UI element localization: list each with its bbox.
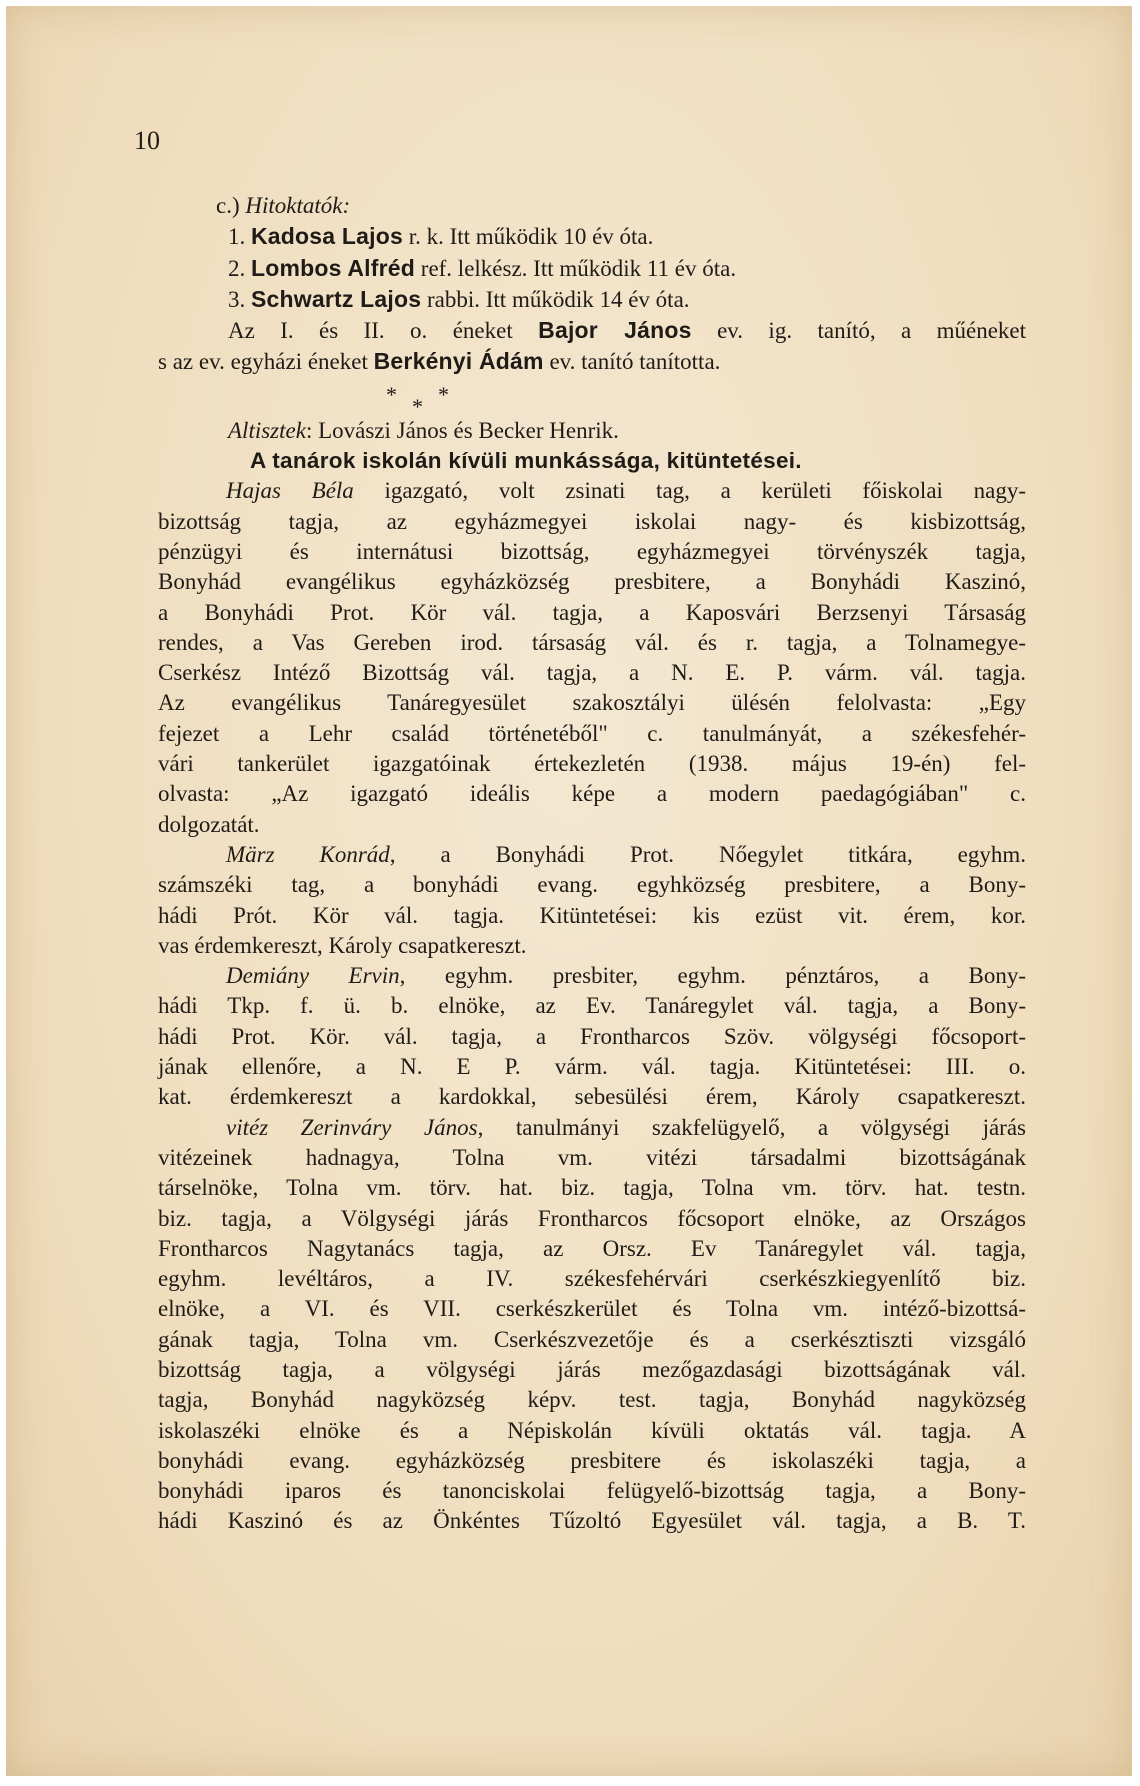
teacher-item: 3. Schwartz Lajos rabbi. Itt működik 14 év óta. bbox=[228, 285, 690, 312]
page-number: 10 bbox=[134, 126, 160, 155]
paragraph-demiany: Demiány Ervin, egyhm. presbiter, egyhm. pénztáros, a Bony- hádi Tkp. f. ü. b. elnöke, az Ev. Tanáregylet vál. tagja, a Bony- hádi Prot. Kör. vál. tagja, a Frontharcos Szöv. völgységi főcsoport- jának ellenőre, a N. E P. várm. vál. tagja. Kitüntetései: III. o. kat. érdemkereszt a kardokkal, sebesülési érem, Károly csapatkereszt. bbox=[158, 963, 1026, 1110]
teacher-item: 1. Kadosa Lajos r. k. Itt működik 10 év óta. bbox=[228, 223, 654, 250]
altisztek-line: Altisztek: Lovászi János és Becker Henrik. bbox=[228, 417, 619, 443]
section-c-title bbox=[148, 191, 1026, 221]
person-name: März Konrád bbox=[226, 841, 390, 867]
section-separator-stars bbox=[158, 378, 1026, 419]
section-c-prefix: c.) bbox=[216, 193, 240, 218]
star-right: * bbox=[438, 381, 449, 407]
singing-line-2: s az ev. egyházi éneket Berkényi Ádám ev. tanító tanította. bbox=[158, 348, 721, 375]
star-bottom: * bbox=[412, 393, 423, 419]
paragraph-marz: März Konrád, a Bonyhádi Prot. Nőegylet titkára, egyhm. számszéki tag, a bonyhádi evang. egyhközség presbitere, a Bony- hádi Prót. Kör vál. tagja. Kitüntetései: kis ezüst vit. érem, kor. vas érdemkereszt, Károly csapatkereszt. bbox=[158, 841, 1026, 958]
star-left: * bbox=[386, 381, 397, 407]
scanned-page bbox=[6, 6, 1132, 1776]
page-text bbox=[158, 191, 1026, 1537]
section-heading: A tanárok iskolán kívüli munkássága, kitüntetései. bbox=[250, 448, 802, 474]
teacher-name: Schwartz Lajos bbox=[251, 285, 422, 312]
singing-line-1: Az I. és II. o. éneket Bajor János ev. ig. tanító, a műéneket bbox=[228, 317, 1027, 344]
person-name: Demiány Ervin bbox=[226, 963, 400, 989]
person-name: vitéz Zerinváry János bbox=[226, 1114, 478, 1140]
section-c-label: Hitoktatók: bbox=[245, 193, 351, 218]
person-name: Hajas Béla bbox=[226, 478, 354, 504]
teacher-item: 2. Lombos Alfréd ref. lelkész. Itt működik 11 év óta. bbox=[228, 254, 737, 281]
teacher-name: Kadosa Lajos bbox=[251, 223, 403, 250]
teacher-name: Lombos Alfréd bbox=[251, 254, 416, 281]
paragraph-hajas: Hajas Béla igazgató, volt zsinati tag, a kerületi főiskolai nagy- bizottság tagja, az egyházmegyei iskolai nagy- és kisbizottság, pénzügyi és internátusi bizottság, egyházmegyei törvényszék tagja, Bonyhád evangélikus egyházközség presbitere, a Bonyhádi Kaszinó, a Bonyhádi Prot. Kör vál. tagja, a Kaposvári Berzsenyi Társaság rendes, a Vas Gereben irod. társaság vál. és r. tagja, a Tolnamegye- Cserkész Intéző Bizottság vál. tagja, a N. E. P. várm. vál. tagja. Az evangélikus Tanáregyesület szakosztályi ülésén felolvasta: „Egy fejezet a Lehr család történetéből" c. tanulmányát, a székesfehér- vári tankerület igazgatóinak értekezletén (1938. május 19-én) fel- olvasta: „Az igazgató ideális képe a modern paedagógiában" c. dolgozatát. bbox=[158, 478, 1026, 837]
paragraph-zerinvary: vitéz Zerinváry János, tanulmányi szakfelügyelő, a völgységi járás vitézeinek hadnagya, Tolna vm. vitézi társadalmi bizottságának társelnöke, Tolna vm. törv. hat. biz. tagja, Tolna vm. törv. hat. testn. biz. tagja, a Völgységi járás Frontharcos főcsoport elnöke, az Országos Frontharcos Nagytanács tagja, az Orsz. Ev Tanáregylet vál. tagja, egyhm. levéltáros, a IV. székesfehérvári cserkészkiegyenlítő biz. elnöke, a VI. és VII. cserkészkerület és Tolna vm. intéző-bizottsá- gának tagja, Tolna vm. Cserkészvezetője és a cserkésztiszti vizsgáló bizottság tagja, a völgységi járás mezőgazdasági bizottságának vál. tagja, Bonyhád nagyközség képv. test. tagja, Bonyhád nagyközség iskolaszéki elnöke és a Népiskolán kívüli oktatás vál. tagja. A bonyhádi evang. egyházközség presbitere és iskolaszéki tagja, a bonyhádi iparos és tanonciskolai felügyelő-bizottság tagja, a Bony- hádi Kaszinó és az Önkéntes Tűzoltó Egyesület vál. tagja, a B. T. bbox=[158, 1114, 1026, 1534]
altisztek-label: Altisztek bbox=[228, 417, 306, 443]
